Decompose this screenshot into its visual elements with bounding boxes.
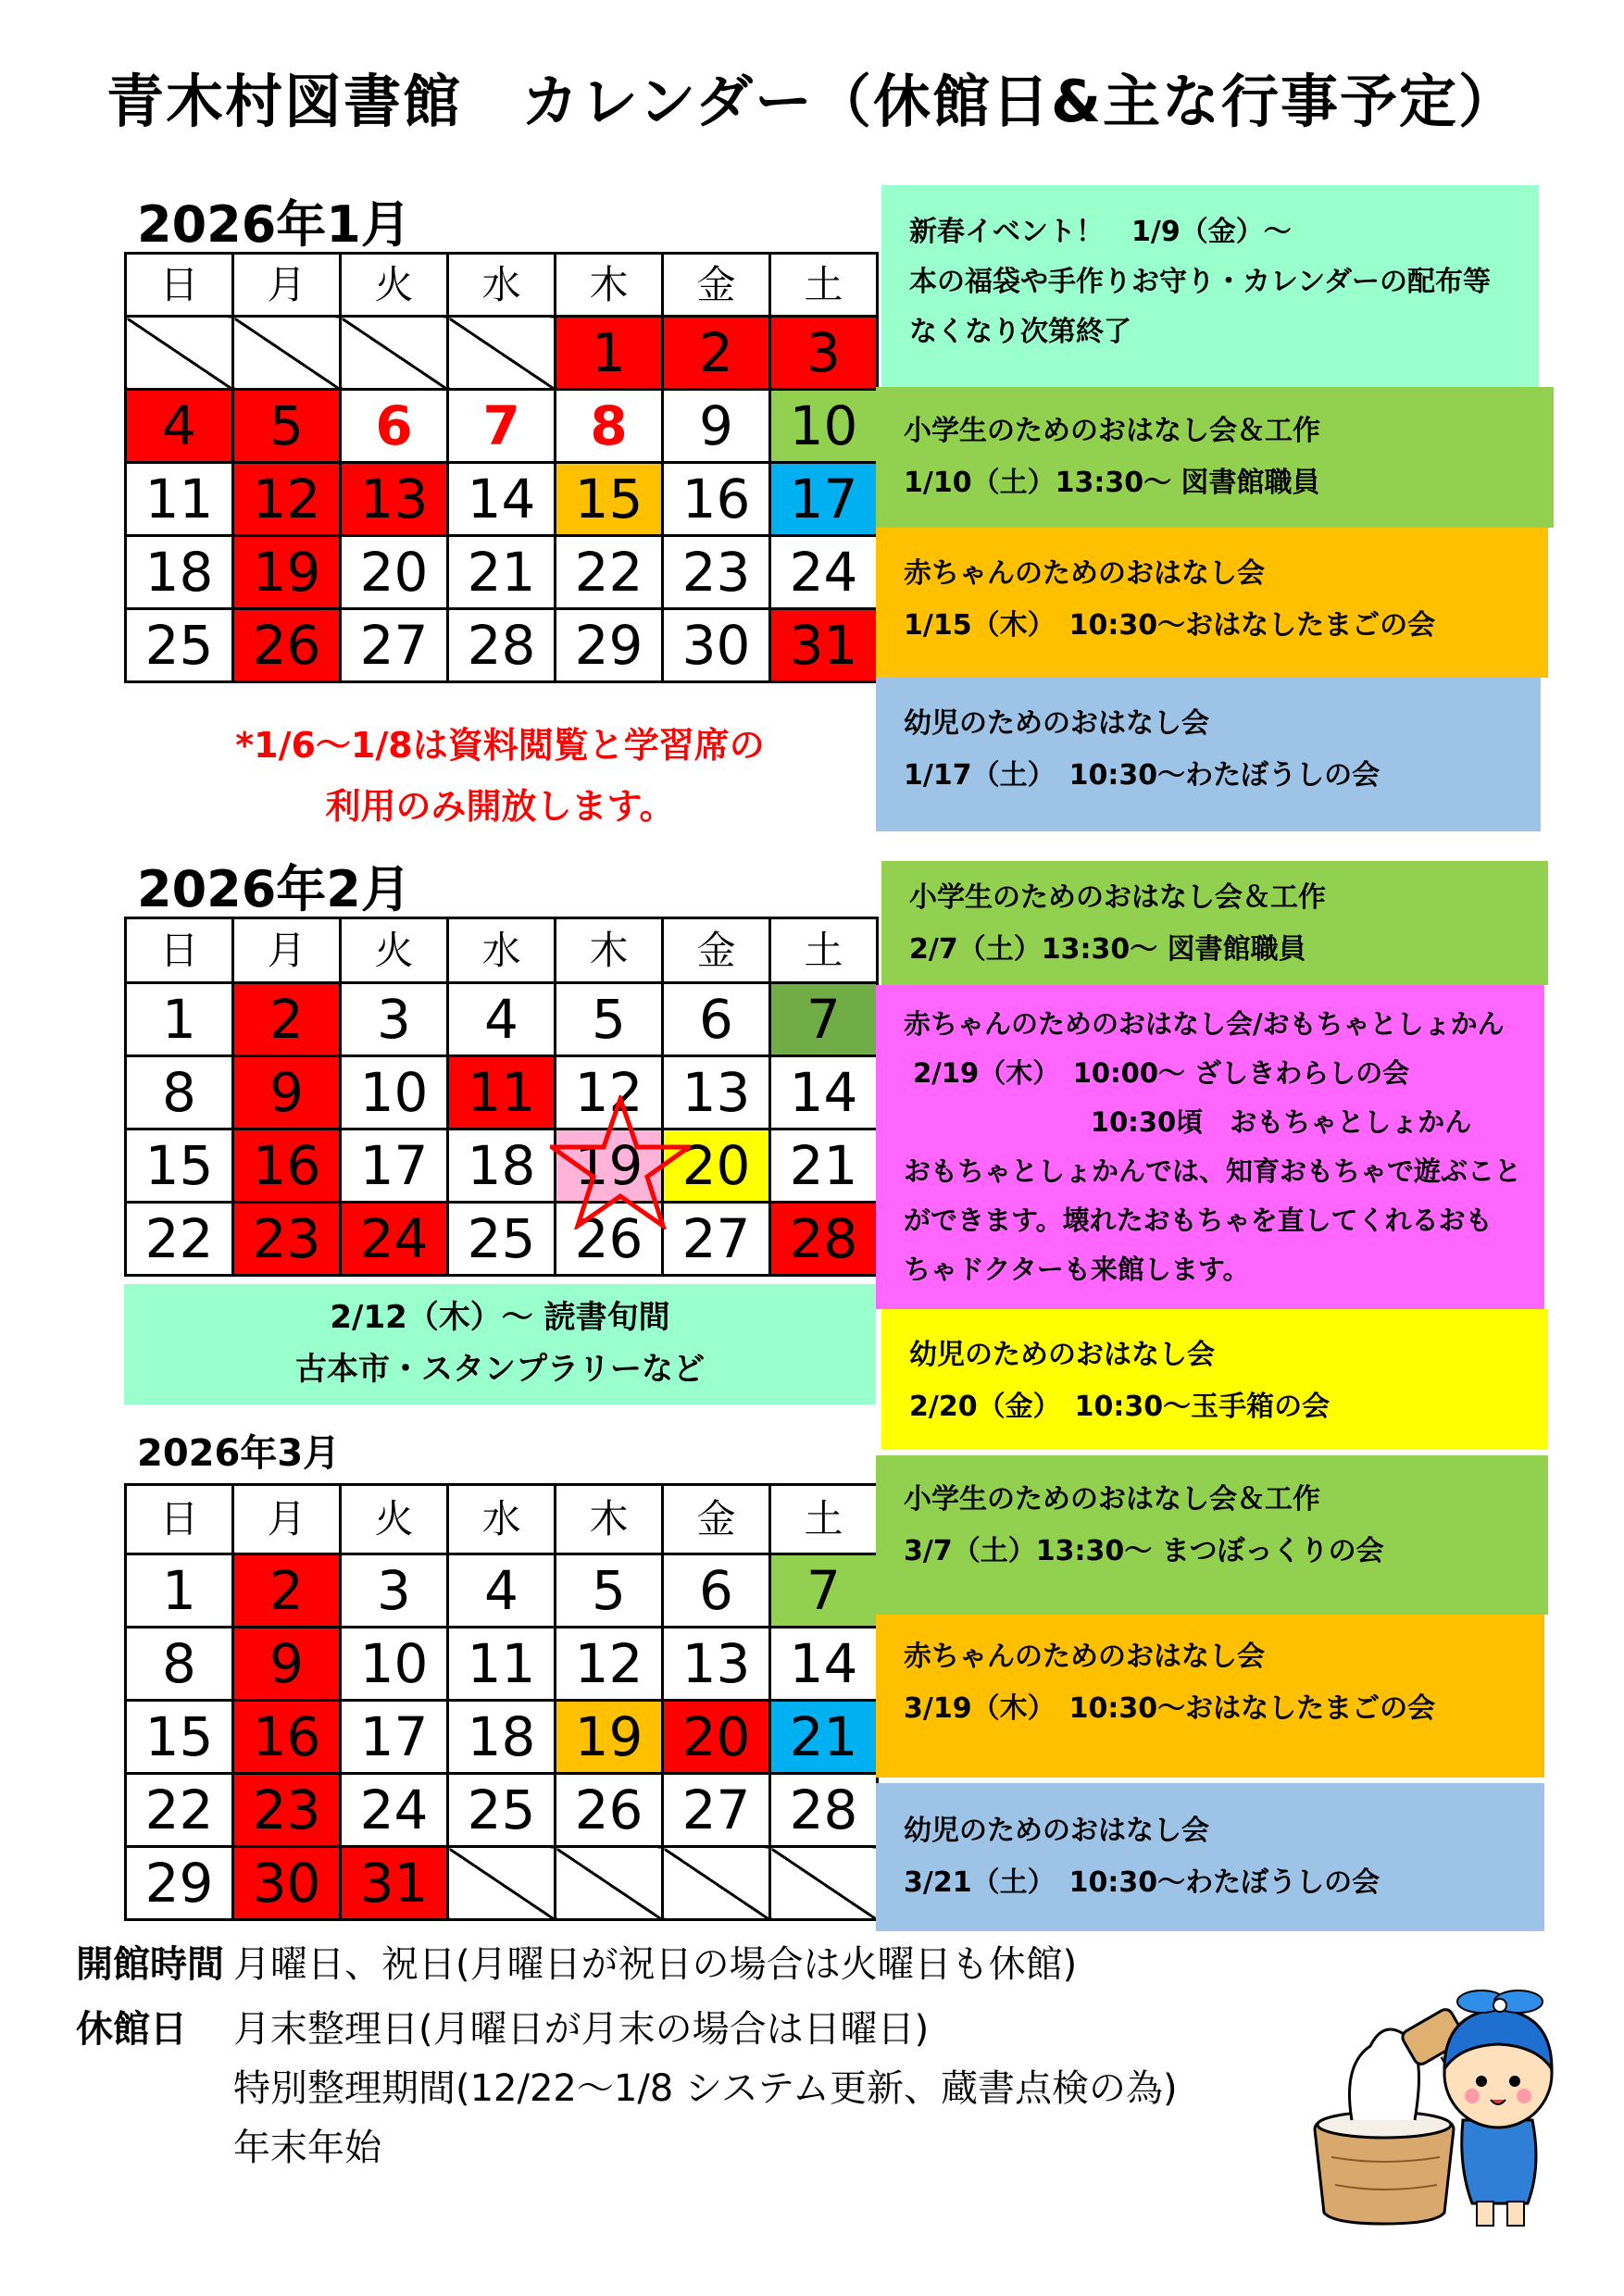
day-cell: 24 [341,1203,448,1276]
weekday-sat: 土 [770,918,878,983]
mar-calendar [124,1483,879,1921]
day-cell: 20 [341,536,448,609]
day-cell: 14 [448,463,556,536]
banner-line: 2/12（木）〜 読書旬間 [330,1299,670,1336]
day-cell: 6 [341,390,448,463]
day-cell-empty [448,1847,556,1920]
weekday-mon: 月 [233,1485,341,1554]
event-line: 3/19（木） 10:30〜おはなしたまごの会 [904,1692,1436,1725]
day-cell: 1 [126,1554,233,1628]
event-line: 1/15（木） 10:30〜おはなしたまごの会 [904,609,1436,642]
event-box-baby-jan [876,528,1548,678]
day-cell: 27 [663,1203,770,1276]
day-cell: 17 [341,1701,448,1774]
day-cell: 11 [448,1628,556,1701]
day-cell: 9 [233,1056,341,1129]
day-cell: 23 [233,1203,341,1276]
event-line: 2/19（木） 10:00〜 ざしきわらしの会 [904,1057,1410,1089]
day-cell: 17 [770,463,878,536]
day-cell: 8 [126,1056,233,1129]
day-cell: 2 [663,317,770,390]
day-cell: 13 [341,463,448,536]
day-cell: 28 [770,1203,878,1276]
day-cell: 27 [341,609,448,682]
event-line: 新春イベント！ 1/9（金）〜 [909,216,1292,248]
day-cell: 24 [341,1774,448,1847]
weekday-tue: 火 [341,254,448,317]
day-cell: 29 [556,609,663,682]
day-cell: 9 [233,1628,341,1701]
day-cell: 28 [448,609,556,682]
event-line: 小学生のためのおはなし会＆工作 [909,881,1326,914]
day-cell: 1 [126,983,233,1056]
day-cell: 5 [556,983,663,1056]
day-cell: 20 [663,1129,770,1203]
weekday-tue: 火 [341,918,448,983]
event-line: 赤ちゃんのためのおはなし会/おもちゃとしょかん [904,1008,1505,1040]
day-cell: 18 [126,536,233,609]
weekday-sun: 日 [126,918,233,983]
day-cell: 8 [126,1628,233,1701]
day-cell: 26 [233,609,341,682]
day-cell: 26 [556,1774,663,1847]
jan-month-title: 2026年1月 [137,195,411,254]
event-line: 赤ちゃんのためのおはなし会 [904,557,1265,590]
day-cell: 14 [770,1056,878,1129]
holiday-line: 年末年始 [233,2127,381,2169]
jan-calendar [124,252,879,683]
day-cell-empty [663,1847,770,1920]
day-cell: 22 [126,1774,233,1847]
event-line: 幼児のためのおはなし会 [904,1815,1209,1847]
event-line: 2/7（土）13:30〜 図書館職員 [909,933,1306,966]
day-cell: 25 [448,1774,556,1847]
star-icon [550,1095,691,1229]
day-cell: 19 [556,1701,663,1774]
weekday-wed: 水 [448,254,556,317]
weekday-sat: 土 [770,1485,878,1554]
day-cell: 9 [663,390,770,463]
weekday-sat: 土 [770,254,878,317]
day-cell: 2 [233,1554,341,1628]
event-line: 小学生のためのおはなし会＆工作 [904,415,1320,447]
closed-row [76,1935,1372,1994]
event-line: 1/10（土）13:30〜 図書館職員 [904,467,1320,499]
weekday-fri: 金 [663,918,770,983]
event-box-new-year [881,185,1539,387]
day-cell: 24 [770,536,878,609]
day-cell: 31 [770,609,878,682]
day-cell: 7 [448,390,556,463]
banner-line: 古本市・スタンプラリーなど [295,1351,705,1388]
day-cell: 19 [233,536,341,609]
day-cell: 15 [556,463,663,536]
day-cell: 16 [233,1701,341,1774]
day-cell: 21 [770,1701,878,1774]
day-cell: 17 [341,1129,448,1203]
day-cell: 7 [770,983,878,1056]
day-cell: 5 [233,390,341,463]
event-box-toddler-feb [881,1309,1548,1450]
weekday-sun: 日 [126,254,233,317]
event-box-baby-toy-feb [876,985,1544,1309]
day-cell: 10 [770,390,878,463]
day-cell: 10 [341,1056,448,1129]
event-line: ができます。壊れたおもちゃを直してくれるおも [904,1204,1493,1236]
day-cell: 5 [556,1554,663,1628]
day-cell: 7 [770,1554,878,1628]
day-cell: 19 [556,1129,663,1203]
day-cell: 6 [663,1554,770,1628]
weekday-wed: 水 [448,918,556,983]
day-cell: 18 [448,1701,556,1774]
day-cell: 11 [126,463,233,536]
day-cell-empty [770,1847,878,1920]
day-cell: 26 [556,1203,663,1276]
day-cell: 29 [126,1847,233,1920]
weekday-thu: 木 [556,254,663,317]
event-box-elementary-mar [876,1455,1548,1615]
event-box-baby-mar [876,1615,1544,1778]
weekday-thu: 木 [556,918,663,983]
day-cell: 25 [126,609,233,682]
event-line: 3/7（土）13:30〜 まつぼっくりの会 [904,1535,1384,1567]
day-cell: 16 [233,1129,341,1203]
event-line: 10:30頃 おもちゃとしょかん [904,1106,1472,1138]
day-cell: 12 [556,1056,663,1129]
footer-info [76,1935,1372,2177]
day-cell: 22 [556,536,663,609]
feb-calendar [124,917,879,1277]
day-cell: 30 [233,1847,341,1920]
event-line: ちゃドクターも来館します。 [904,1254,1250,1285]
page-title: 青木村図書館 カレンダー（休館日&主な行事予定） [106,68,1518,135]
weekday-fri: 金 [663,254,770,317]
day-cell: 11 [448,1056,556,1129]
day-cell: 31 [341,1847,448,1920]
day-cell: 27 [663,1774,770,1847]
mar-month-title: 2026年3月 [137,1432,341,1475]
day-cell: 3 [770,317,878,390]
day-cell-empty [126,317,233,390]
event-line: なくなり次第終了 [909,316,1131,348]
event-box-toddler-jan [876,678,1541,831]
day-cell: 12 [233,463,341,536]
mascot-mochi-pounding-icon [1296,1981,1565,2231]
event-line: 赤ちゃんのためのおはなし会 [904,1641,1265,1673]
holiday-row [76,2000,1372,2177]
day-cell: 22 [126,1203,233,1276]
day-cell-empty [341,317,448,390]
reading-week-banner [124,1284,876,1404]
day-cell: 18 [448,1129,556,1203]
weekday-fri: 金 [663,1485,770,1554]
day-cell-empty [556,1847,663,1920]
event-line: おもちゃとしょかんでは、知育おもちゃで遊ぶこと [904,1155,1522,1187]
day-cell: 28 [770,1774,878,1847]
holiday-line: 特別整理期間(12/22〜1/8 システム更新、蔵書点検の為) [233,2067,1178,2110]
weekday-tue: 火 [341,1485,448,1554]
day-cell: 14 [770,1628,878,1701]
day-cell: 10 [341,1628,448,1701]
event-box-elementary-feb [881,861,1548,985]
holiday-line: 月末整理日(月曜日が月末の場合は日曜日) [233,2008,930,2051]
day-cell: 4 [448,983,556,1056]
event-box-toddler-mar [876,1783,1544,1931]
event-line: 1/17（土） 10:30〜わたぼうしの会 [904,759,1380,792]
day-cell: 30 [663,609,770,682]
day-cell: 8 [556,390,663,463]
day-cell: 15 [126,1129,233,1203]
day-cell: 15 [126,1701,233,1774]
day-cell: 21 [770,1129,878,1203]
weekday-wed: 水 [448,1485,556,1554]
day-cell: 12 [556,1628,663,1701]
day-cell: 21 [448,536,556,609]
holiday-label: 休館日 [76,2008,187,2051]
jan-note-line: 利用のみ開放します。 [325,786,675,827]
day-cell: 6 [663,983,770,1056]
day-cell: 16 [663,463,770,536]
closed-label: 開館時間 [76,1943,224,1986]
event-line: 幼児のためのおはなし会 [904,707,1209,740]
event-box-elementary-jan [876,387,1554,528]
feb-month-title: 2026年2月 [137,860,411,918]
day-cell: 25 [448,1203,556,1276]
jan-note [130,715,870,837]
day-cell: 20 [663,1701,770,1774]
weekday-sun: 日 [126,1485,233,1554]
day-cell: 4 [126,390,233,463]
weekday-mon: 月 [233,918,341,983]
jan-note-line: *1/6〜1/8は資料閲覧と学習席の [235,725,765,766]
day-cell-empty [233,317,341,390]
day-cell: 4 [448,1554,556,1628]
day-cell: 3 [341,983,448,1056]
day-cell: 3 [341,1554,448,1628]
event-line: 小学生のためのおはなし会＆工作 [904,1483,1320,1516]
day-cell-empty [448,317,556,390]
day-cell: 13 [663,1056,770,1129]
closed-text: 月曜日、祝日(月曜日が祝日の場合は火曜日も休館) [233,1943,1078,1986]
day-cell: 13 [663,1628,770,1701]
day-cell: 23 [663,536,770,609]
event-line: 2/20（金） 10:30〜玉手箱の会 [909,1391,1330,1423]
event-line: 本の福袋や手作りお守り・カレンダーの配布等 [909,266,1492,298]
weekday-mon: 月 [233,254,341,317]
day-cell: 1 [556,317,663,390]
weekday-thu: 木 [556,1485,663,1554]
event-line: 3/21（土） 10:30〜わたぼうしの会 [904,1866,1380,1899]
event-line: 幼児のためのおはなし会 [909,1339,1215,1371]
day-cell: 23 [233,1774,341,1847]
day-cell: 2 [233,983,341,1056]
